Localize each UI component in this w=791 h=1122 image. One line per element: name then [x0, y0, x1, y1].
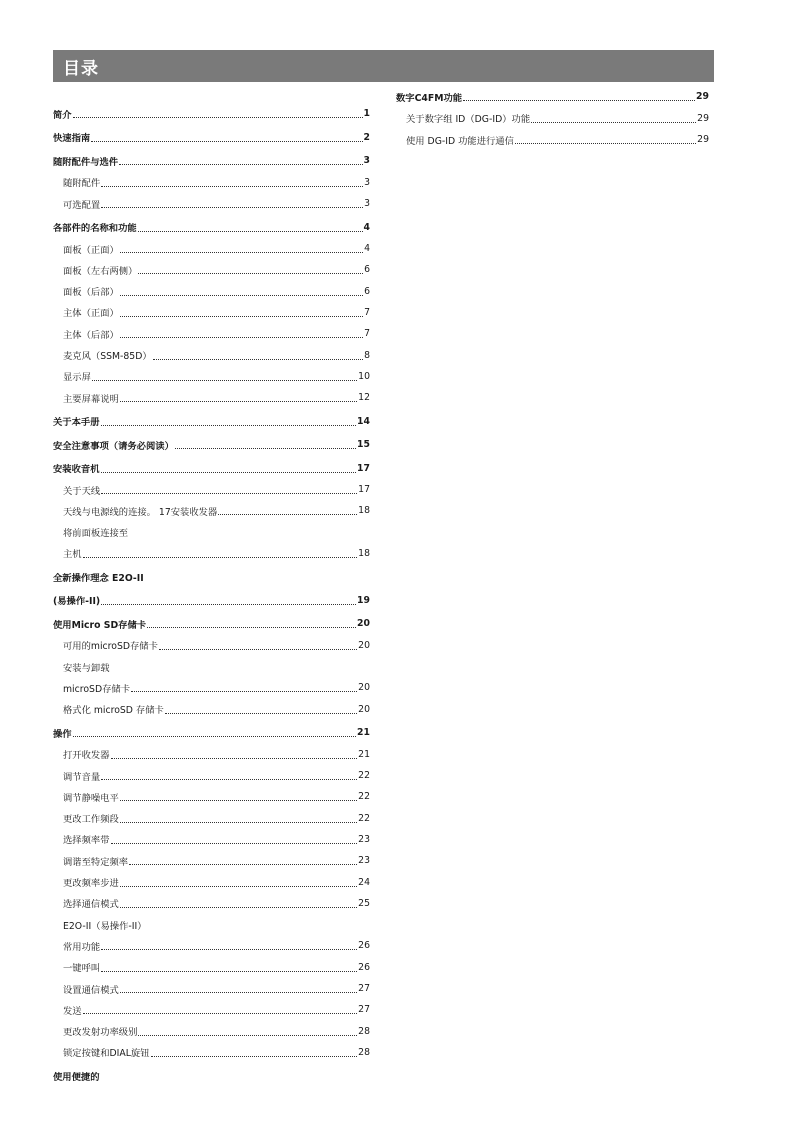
toc-entry-label: 全新操作理念 E2O-II — [53, 572, 144, 584]
toc-entry-label: 关于本手册 — [53, 417, 100, 429]
toc-subsection-entry[interactable] — [53, 935, 370, 956]
toc-dot-leader — [120, 886, 357, 887]
toc-entry-label: 更改发射功率级别 — [63, 1027, 138, 1039]
toc-entry-label: microSD存储卡 — [63, 683, 131, 695]
toc-section-entry[interactable] — [53, 613, 370, 634]
toc-page-number: 23 — [358, 855, 370, 867]
toc-subsection-entry[interactable] — [53, 656, 370, 677]
toc-section-entry[interactable] — [53, 566, 370, 587]
toc-entry-label: 主机 — [63, 549, 82, 561]
toc-dot-leader — [151, 1056, 358, 1057]
toc-entry-label: (易操作-II) — [53, 596, 101, 608]
toc-page-number: 29 — [696, 91, 709, 103]
toc-subsection-entry[interactable] — [53, 1042, 370, 1063]
toc-dot-leader — [120, 401, 357, 402]
toc-section-entry[interactable] — [53, 216, 370, 237]
toc-subsection-entry[interactable] — [53, 914, 370, 935]
toc-subsection-entry[interactable] — [53, 259, 370, 280]
toc-entry-label: 调谐至特定频率 — [63, 856, 129, 868]
toc-page-number: 17 — [358, 484, 370, 496]
toc-entry-label: 可用的microSD存储卡 — [63, 641, 158, 653]
toc-entry-label: 面板（正面） — [63, 244, 119, 256]
section-header-banner — [53, 50, 714, 82]
toc-dot-leader — [120, 992, 357, 993]
toc-entry-label: 各部件的名称和功能 — [53, 223, 137, 235]
toc-left-column — [53, 101, 370, 1087]
toc-subsection-entry[interactable] — [396, 108, 709, 129]
toc-section-entry[interactable] — [396, 86, 709, 107]
toc-page-number: 27 — [358, 1004, 370, 1016]
toc-page-number: 21 — [358, 748, 370, 760]
toc-page-number: 21 — [357, 727, 370, 739]
toc-section-entry[interactable] — [53, 127, 370, 148]
toc-dot-leader — [101, 425, 357, 426]
toc-page-number: 7 — [364, 328, 370, 340]
toc-dot-leader — [111, 843, 358, 844]
toc-dot-leader — [91, 141, 362, 142]
toc-dot-leader — [138, 273, 363, 274]
toc-subsection-entry[interactable] — [53, 238, 370, 259]
toc-dot-leader — [101, 971, 357, 972]
toc-page-number: 22 — [358, 770, 370, 782]
toc-page-number: 3 — [364, 176, 370, 188]
toc-subsection-entry[interactable] — [53, 999, 370, 1020]
toc-subsection-entry[interactable] — [53, 366, 370, 387]
toc-page-number: 28 — [358, 1025, 370, 1037]
toc-dot-leader — [120, 822, 357, 823]
toc-subsection-entry[interactable] — [53, 479, 370, 500]
toc-subsection-entry[interactable] — [53, 635, 370, 656]
toc-page-number: 20 — [358, 639, 370, 651]
toc-entry-label: 主要屏幕说明 — [63, 393, 119, 405]
toc-page-number: 29 — [697, 134, 709, 146]
toc-section-entry[interactable] — [53, 1065, 370, 1086]
toc-dot-leader — [101, 493, 357, 494]
toc-page-number: 22 — [358, 791, 370, 803]
toc-page-number: 6 — [364, 264, 370, 276]
toc-subsection-entry[interactable] — [53, 1020, 370, 1041]
toc-page-number: 4 — [364, 243, 370, 255]
toc-subsection-entry[interactable] — [53, 500, 370, 521]
toc-entry-label: 打开收发器 — [63, 750, 110, 762]
toc-page-number: 19 — [357, 594, 370, 606]
toc-subsection-entry[interactable] — [53, 172, 370, 193]
toc-entry-label: 更改工作频段 — [63, 814, 119, 826]
toc-dot-leader — [153, 359, 363, 360]
toc-dot-leader — [83, 557, 358, 558]
toc-dot-leader — [531, 122, 696, 123]
toc-entry-label: 随附配件 — [63, 178, 101, 190]
toc-dot-leader — [101, 186, 363, 187]
toc-page-number: 7 — [364, 306, 370, 318]
toc-dot-leader — [165, 713, 357, 714]
toc-entry-label: 主体（后部） — [63, 329, 119, 341]
toc-dot-leader — [515, 143, 696, 144]
toc-entry-label: 主体（正面） — [63, 308, 119, 320]
toc-subsection-entry[interactable] — [53, 744, 370, 765]
toc-section-entry[interactable] — [53, 434, 370, 455]
toc-page-number: 18 — [358, 505, 370, 517]
toc-dot-leader — [129, 864, 357, 865]
toc-subsection-entry[interactable] — [53, 302, 370, 323]
toc-subsection-entry[interactable] — [53, 808, 370, 829]
toc-dot-leader — [138, 1035, 357, 1036]
toc-entry-label: 面板（左右两侧） — [63, 265, 138, 277]
toc-entry-label: 安装与卸载 — [63, 662, 110, 674]
toc-section-entry[interactable] — [53, 410, 370, 431]
toc-page-number: 29 — [697, 112, 709, 124]
toc-entry-label: 将前面板连接至 — [63, 528, 129, 540]
toc-entry-label: 格式化 microSD 存储卡 — [63, 705, 164, 717]
toc-subsection-entry[interactable] — [53, 957, 370, 978]
toc-dot-leader — [120, 252, 363, 253]
toc-entry-label: 面板（后部） — [63, 287, 119, 299]
toc-entry-label: E2O-II（易操作-II） — [63, 920, 147, 932]
toc-page-number: 6 — [364, 285, 370, 297]
toc-right-column — [396, 84, 709, 150]
toc-page-number: 27 — [358, 983, 370, 995]
toc-entry-label: 安全注意事项（请务必阅读） — [53, 440, 174, 452]
toc-dot-leader — [101, 604, 356, 605]
toc-dot-leader — [120, 316, 363, 317]
toc-dot-leader — [120, 295, 363, 296]
toc-dot-leader — [463, 100, 695, 101]
toc-subsection-entry[interactable] — [53, 850, 370, 871]
toc-subsection-entry[interactable] — [53, 522, 370, 543]
toc-dot-leader — [101, 207, 363, 208]
toc-page-number: 20 — [358, 703, 370, 715]
toc-entry-label: 数字C4FM功能 — [396, 92, 463, 104]
toc-dot-leader — [111, 758, 358, 759]
toc-page-number: 23 — [358, 833, 370, 845]
toc-entry-label: 天线与电源线的连接。 17安装收发器 — [63, 506, 218, 518]
toc-entry-label: 调节静噪电平 — [63, 792, 119, 804]
toc-dot-leader — [73, 736, 356, 737]
toc-entry-label: 使用便捷的 — [53, 1071, 100, 1083]
toc-entry-label: 更改频率步进 — [63, 878, 119, 890]
toc-section-entry[interactable] — [53, 103, 370, 124]
toc-page-number: 3 — [363, 155, 370, 167]
toc-entry-label: 简介 — [53, 109, 72, 121]
toc-subsection-entry[interactable] — [53, 193, 370, 214]
toc-entry-label: 锁定按键和DIAL旋钮 — [63, 1048, 150, 1060]
toc-page-number: 14 — [357, 415, 370, 427]
toc-subsection-entry[interactable] — [53, 344, 370, 365]
toc-entry-label: 一键呼叫 — [63, 963, 101, 975]
toc-page-number: 4 — [363, 221, 370, 233]
toc-dot-leader — [147, 627, 356, 628]
toc-section-entry[interactable] — [53, 722, 370, 743]
toc-entry-label: 常用功能 — [63, 941, 101, 953]
toc-entry-label: 发送 — [63, 1005, 82, 1017]
toc-subsection-entry[interactable] — [53, 281, 370, 302]
toc-entry-label: 随附配件与选件 — [53, 156, 119, 168]
toc-entry-label: 关于天线 — [63, 485, 101, 497]
toc-page-number: 3 — [364, 198, 370, 210]
toc-page-number: 20 — [358, 682, 370, 694]
toc-dot-leader — [120, 337, 363, 338]
toc-entry-label: 选择通信模式 — [63, 899, 119, 911]
toc-subsection-entry[interactable] — [53, 543, 370, 564]
toc-subsection-entry[interactable] — [53, 765, 370, 786]
toc-subsection-entry[interactable] — [53, 978, 370, 999]
toc-dot-leader — [73, 117, 363, 118]
toc-page-number: 20 — [357, 618, 370, 630]
toc-page-number: 15 — [357, 439, 370, 451]
toc-entry-label: 关于数字组 ID（DG-ID）功能 — [406, 114, 531, 126]
page-title: 目录 — [63, 59, 99, 79]
toc-section-entry[interactable] — [53, 150, 370, 171]
toc-page-number: 1 — [363, 108, 370, 120]
toc-section-entry[interactable] — [53, 457, 370, 478]
toc-subsection-entry[interactable] — [53, 677, 370, 698]
toc-entry-label: 使用 DG-ID 功能进行通信 — [406, 135, 514, 147]
toc-entry-label: 可选配置 — [63, 199, 101, 211]
toc-subsection-entry[interactable] — [53, 786, 370, 807]
toc-page-number: 28 — [358, 1046, 370, 1058]
toc-dot-leader — [159, 649, 357, 650]
toc-page-number: 26 — [358, 961, 370, 973]
toc-dot-leader — [120, 800, 357, 801]
toc-dot-leader — [92, 380, 357, 381]
toc-dot-leader — [175, 448, 356, 449]
toc-subsection-entry[interactable] — [53, 323, 370, 344]
toc-subsection-entry[interactable] — [53, 871, 370, 892]
toc-subsection-entry[interactable] — [53, 387, 370, 408]
toc-page-number: 22 — [358, 812, 370, 824]
toc-page-number: 2 — [363, 131, 370, 143]
toc-subsection-entry[interactable] — [53, 699, 370, 720]
toc-subsection-entry[interactable] — [53, 893, 370, 914]
toc-page-number: 10 — [358, 370, 370, 382]
toc-entry-label: 调节音量 — [63, 771, 101, 783]
toc-dot-leader — [101, 949, 357, 950]
toc-page-number: 17 — [357, 462, 370, 474]
toc-dot-leader — [119, 164, 362, 165]
toc-dot-leader — [101, 779, 357, 780]
toc-dot-leader — [101, 472, 357, 473]
toc-dot-leader — [131, 691, 357, 692]
toc-entry-label: 操作 — [53, 728, 72, 740]
toc-dot-leader — [138, 231, 363, 232]
toc-subsection-entry[interactable] — [396, 129, 709, 150]
toc-entry-label: 安装收音机 — [53, 464, 100, 476]
toc-entry-label: 麦克风（SSM-85D） — [63, 351, 152, 363]
toc-page-number: 26 — [358, 940, 370, 952]
toc-dot-leader — [120, 907, 357, 908]
toc-page-number: 18 — [358, 547, 370, 559]
toc-entry-label: 设置通信模式 — [63, 984, 119, 996]
toc-dot-leader — [218, 514, 357, 515]
toc-entry-label: 选择频率带 — [63, 835, 110, 847]
toc-entry-label: 显示屏 — [63, 372, 91, 384]
toc-page-number: 8 — [364, 349, 370, 361]
toc-subsection-entry[interactable] — [53, 829, 370, 850]
toc-page-number: 24 — [358, 876, 370, 888]
toc-section-entry[interactable] — [53, 590, 370, 611]
toc-entry-label: 使用Micro SD存储卡 — [53, 619, 147, 631]
toc-entry-label: 快速指南 — [53, 133, 91, 145]
toc-page-number: 25 — [358, 897, 370, 909]
toc-dot-leader — [83, 1013, 358, 1014]
toc-page-number: 12 — [358, 392, 370, 404]
